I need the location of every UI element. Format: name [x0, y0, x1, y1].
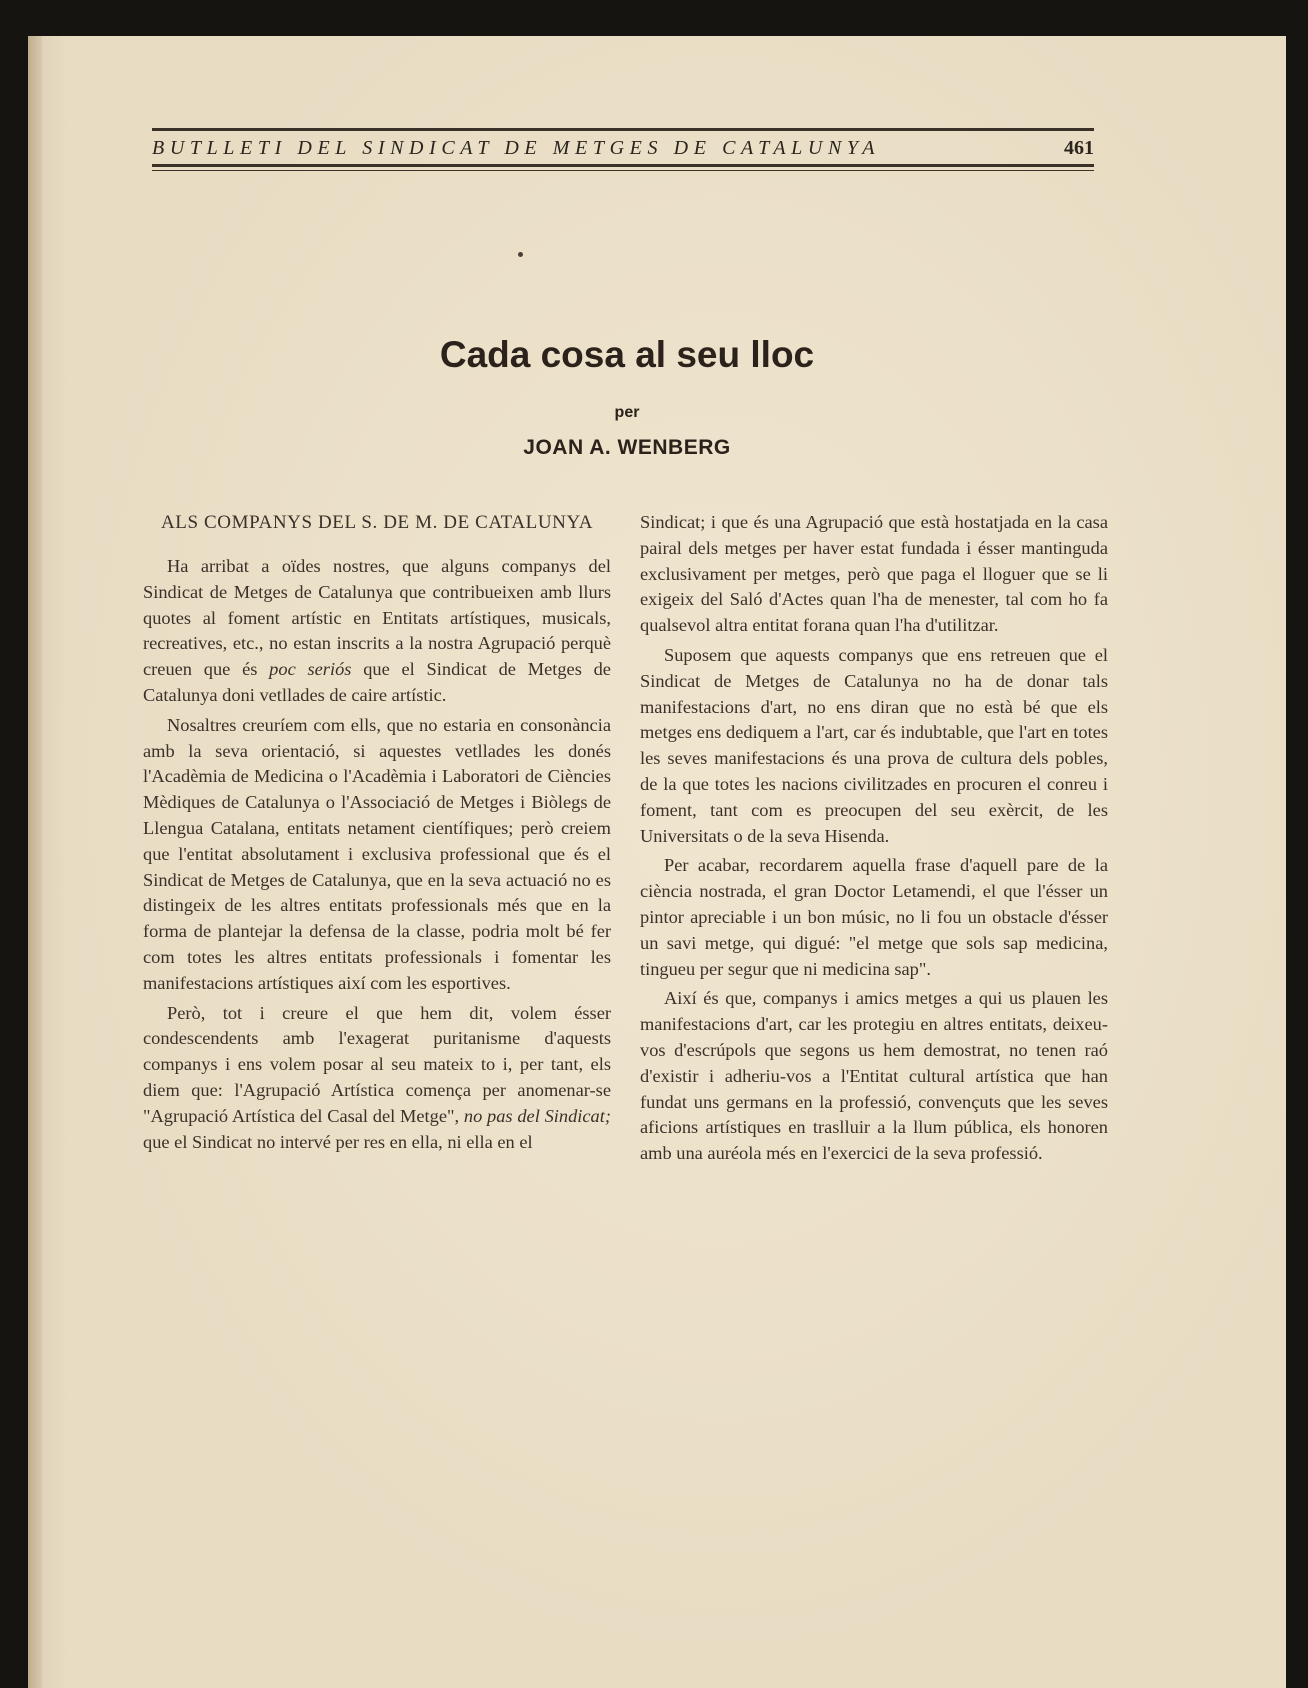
paragraph-italic: no pas del Sindicat; — [463, 1105, 611, 1126]
dedication: ALS COMPANYS DEL S. DE M. DE CATALUNYA — [160, 512, 594, 533]
header-row — [152, 131, 1094, 164]
ornament-dot — [518, 252, 523, 257]
paragraph: Suposem que aquests companys que ens retreuen que el Sindicat de Metges de Catalunya no ha de donar tals manifestacions d'art, no ens diran que no està bé que els metges ens dediquem a l'art, car és indubtable, que l'art en totes les seves manifestacions és una prova de cultura dels pobles, de la que totes les nacions civilitzades en procuren el conreu i foment, tant com es preocupen del seu exèrcit, de les Universitats o de la seva Hisenda. — [640, 644, 1108, 846]
paragraph: Nosaltres creuríem com ells, que no estaria en consonància amb la seva orientació, si aquestes vetllades les donés l'Acadèmia de Medicina o l'Acadèmia i Laboratori de Ciències Mèdiques de Catalunya o l'Associació de Metges i Biòlegs de Llengua Catalana, entitats netament científiques; però creiem que l'entitat absolutament i exclusiva professional que és el Sindicat de Metges de Catalunya, que en la seva actuació no es distingeix de les altres entitats professionals més que en la forma de plantejar la defensa de la classe, podria molt bé fer com totes les altres entitats professionals i fomentar les manifestacions artístiques així com les esportives. — [143, 714, 611, 993]
header-rule-bottom-thin — [152, 170, 1094, 171]
byline-per: per — [614, 404, 640, 421]
text-column-right — [640, 510, 1108, 1171]
binding-edge — [28, 36, 42, 1688]
paragraph-italic: poc seriós — [269, 659, 352, 680]
text-column-left — [143, 510, 611, 1159]
paragraph: Per acabar, recordarem aquella frase d'aquell pare de la ciència nostrada, el gran Doctor Letamendi, el que l'ésser un pintor apreciable i un bon músic, no li fou un obstacle d'ésser un savi metge, qui digué: "el metge que sols sap medicina, tingueu per segur que ni medicina sap". — [640, 855, 1108, 979]
paragraph: Sindicat; i que és una Agrupació que està hostatjada en la casa pairal dels metges per haver estat fundada i ésser mantinguda exclusivament per metges, però que paga el lloguer que se li exigeix del Saló d'Actes quan l'ha de menester, tal com ho fa qualsevol altra entitat forana quan l'ha d'utilitzar. — [640, 512, 1108, 636]
paragraph-text: Ha arribat a oïdes nostres, que alguns companys del Sindicat de Metges de Catalunya que contribueixen amb llurs quotes al foment artístic en Entitats artístiques, musicals, recreatives, etc., no estan inscrits a la nostra Agrupació perquè creuen que és — [143, 556, 611, 680]
author-name: JOAN A. WENBERG — [523, 436, 731, 459]
paragraph-text: Però, tot i creure el que hem dit, volem ésser condescendents amb l'exagerat puritanisme d'aquests companys i ens volem posar al seu mateix to i, per tant, els diem que: l'Agrupació Artística comença per anomenar-se "Agrupació Artística del Casal del Metge", — [143, 1002, 611, 1126]
paragraph-text: que el Sindicat de Metges de Catalunya doni vetllades de caire artístic. — [143, 659, 611, 705]
journal-title: BUTLLETI DEL SINDICAT DE METGES DE CATALUNYA — [152, 137, 881, 159]
running-header — [152, 128, 1094, 171]
header-rule-bottom — [152, 164, 1094, 167]
paragraph — [143, 1001, 611, 1156]
paragraph — [143, 554, 611, 709]
paragraph-text: que el Sindicat no intervé per res en ella, ni ella en el — [143, 1131, 533, 1152]
article-title: Cada cosa al seu lloc — [439, 334, 815, 375]
paragraph: Així és que, companys i amics metges a qui us plauen les manifestacions d'art, car les protegiu en altres entitats, deixeu-vos d'escrúpols que segons us hem demostrat, no tenen raó d'existir i adheriu-vos a l'Entitat cultural artística que han fundat uns germans en la professió, convençuts que les seves aficions artístiques en traslluir a la llum pública, els honoren amb una auréola més en l'exercici de la seva professió. — [640, 988, 1108, 1164]
page-number: 461 — [1064, 137, 1094, 159]
